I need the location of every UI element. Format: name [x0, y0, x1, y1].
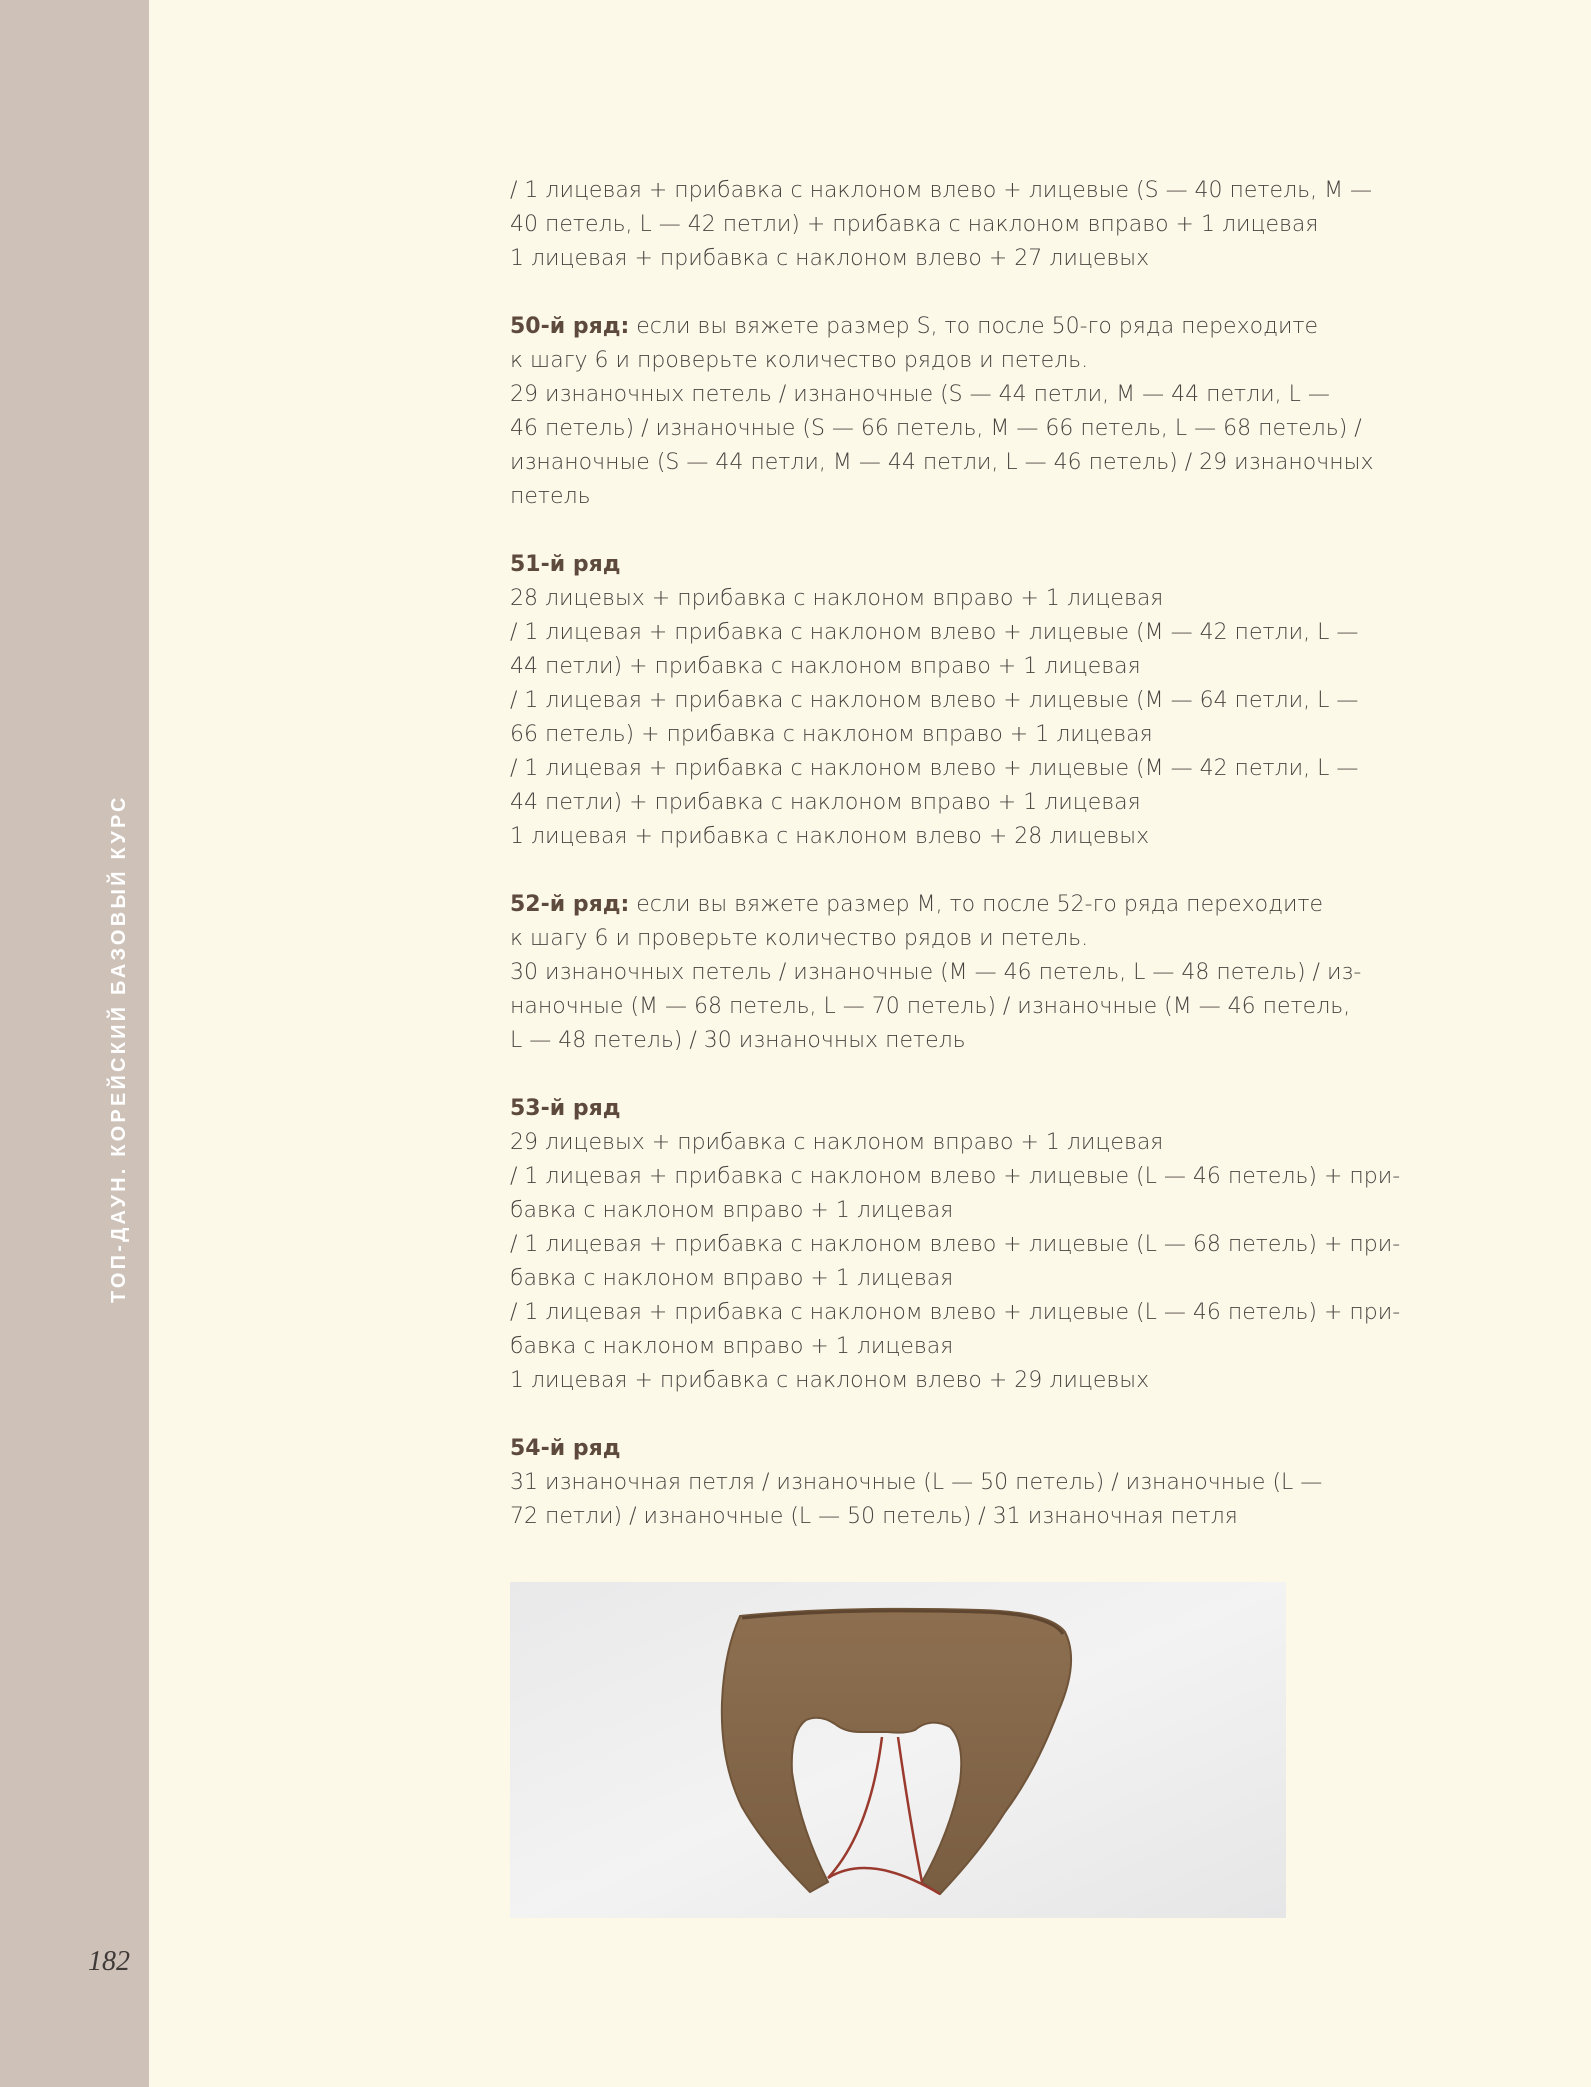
text-line: 30 изнаночных петель / изнаночные (M — 46 петель, L — 48 петель) / из-: [510, 960, 1362, 985]
text-line: 29 лицевых + прибавка с наклоном вправо + 1 лицевая: [510, 1130, 1164, 1155]
text-line: 40 петель, L — 42 петли) + прибавка с наклоном вправо + 1 лицевая: [510, 212, 1319, 237]
sidebar-chapter-title: ТОП-ДАУН. КОРЕЙСКИЙ БАЗОВЫЙ КУРС: [108, 794, 130, 1303]
text-line: наночные (M — 68 петель, L — 70 петель) / изнаночные (M — 46 петель,: [510, 994, 1351, 1019]
text-line: 28 лицевых + прибавка с наклоном вправо + 1 лицевая: [510, 586, 1164, 611]
row-50-first-line: [510, 310, 1410, 344]
text-line: 29 изнаночных петель / изнаночные (S — 44 петли, M — 44 петли, L —: [510, 382, 1330, 407]
knitted-yoke-photo: [510, 1582, 1286, 1918]
row-52-first-line: [510, 888, 1410, 922]
row-51-block: [510, 548, 1410, 854]
row-50-heading: 50-й ряд:: [510, 314, 630, 339]
text-line: 1 лицевая + прибавка с наклоном влево + 28 лицевых: [510, 824, 1150, 849]
text-line: 44 петли) + прибавка с наклоном вправо + 1 лицевая: [510, 790, 1141, 815]
text-line: 1 лицевая + прибавка с наклоном влево + 27 лицевых: [510, 246, 1150, 271]
text-line: / 1 лицевая + прибавка с наклоном влево + лицевые (S — 40 петель, M —: [510, 178, 1373, 203]
text-line: изнаночные (S — 44 петли, M — 44 петли, L — 46 петель) / 29 изнаночных: [510, 450, 1374, 475]
text-line: L — 48 петель) / 30 изнаночных петель: [510, 1028, 966, 1053]
text-line: 66 петель) + прибавка с наклоном вправо + 1 лицевая: [510, 722, 1153, 747]
text-line: / 1 лицевая + прибавка с наклоном влево + лицевые (M — 42 петли, L —: [510, 756, 1359, 781]
text-line: бавка с наклоном вправо + 1 лицевая: [510, 1198, 954, 1223]
row-51-heading: 51-й ряд: [510, 552, 621, 577]
text-line: / 1 лицевая + прибавка с наклоном влево + лицевые (M — 64 петли, L —: [510, 688, 1359, 713]
text-line: / 1 лицевая + прибавка с наклоном влево + лицевые (L — 68 петель) + при-: [510, 1232, 1401, 1257]
text-line: петель: [510, 484, 591, 509]
text-line: 1 лицевая + прибавка с наклоном влево + 29 лицевых: [510, 1368, 1150, 1393]
text-line: 46 петель) / изнаночные (S — 66 петель, M — 66 петель, L — 68 петель) /: [510, 416, 1362, 441]
text-line: бавка с наклоном вправо + 1 лицевая: [510, 1266, 954, 1291]
text-line: 31 изнаночная петля / изнаночные (L — 50 петель) / изнаночные (L —: [510, 1470, 1323, 1495]
intro-block: [510, 174, 1410, 276]
pattern-text: [510, 174, 1410, 1568]
text-line: бавка с наклоном вправо + 1 лицевая: [510, 1334, 954, 1359]
row-54-heading: 54-й ряд: [510, 1436, 621, 1461]
text-line: / 1 лицевая + прибавка с наклоном влево + лицевые (L — 46 петель) + при-: [510, 1164, 1401, 1189]
row-52-block: [510, 888, 1410, 1058]
text-line: к шагу 6 и проверьте количество рядов и петель.: [510, 926, 1089, 951]
page-number: 182: [88, 1946, 130, 1977]
text-line: / 1 лицевая + прибавка с наклоном влево + лицевые (L — 46 петель) + при-: [510, 1300, 1401, 1325]
row-52-heading: 52-й ряд:: [510, 892, 630, 917]
text-line: к шагу 6 и проверьте количество рядов и петель.: [510, 348, 1089, 373]
row-53-heading: 53-й ряд: [510, 1096, 621, 1121]
row-50-intro-text: если вы вяжете размер S, то после 50-го ряда переходите: [629, 314, 1319, 339]
text-line: 72 петли) / изнаночные (L — 50 петель) / 31 изнаночная петля: [510, 1504, 1238, 1529]
row-54-block: [510, 1432, 1410, 1534]
text-line: 44 петли) + прибавка с наклоном вправо + 1 лицевая: [510, 654, 1141, 679]
row-53-block: [510, 1092, 1410, 1398]
row-52-intro-text: если вы вяжете размер M, то после 52-го ряда переходите: [629, 892, 1324, 917]
row-50-block: [510, 310, 1410, 514]
text-line: / 1 лицевая + прибавка с наклоном влево + лицевые (M — 42 петли, L —: [510, 620, 1359, 645]
